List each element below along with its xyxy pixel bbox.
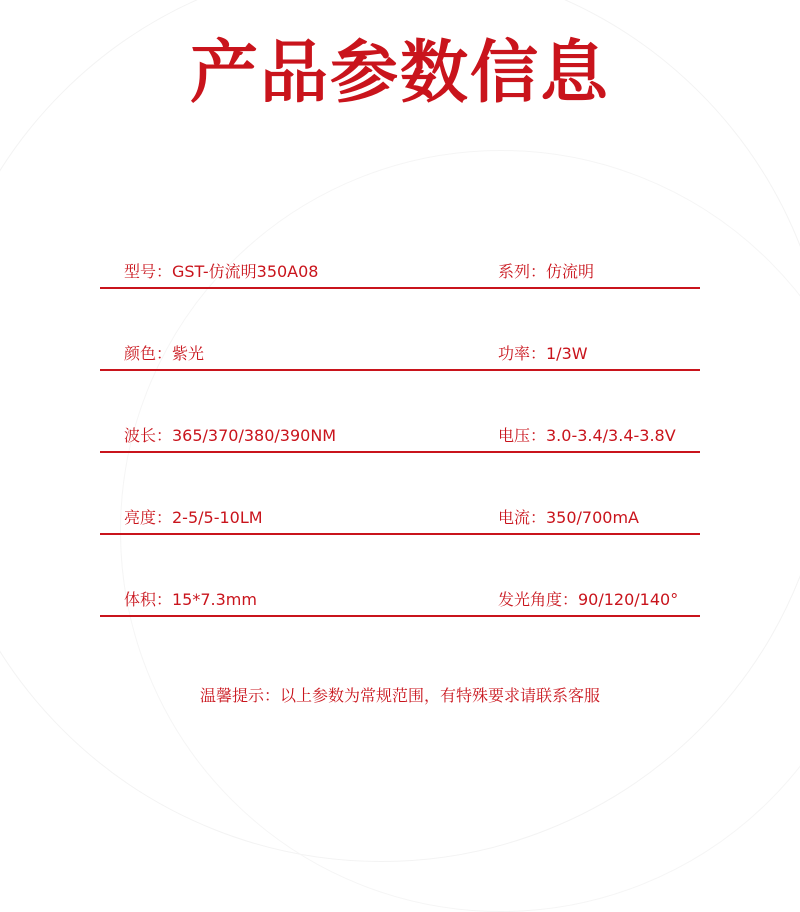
spec-row <box>100 240 700 322</box>
divider <box>100 369 700 371</box>
page-title: 产品参数信息 <box>189 34 610 113</box>
footer-note: 温馨提示：以上参数为常规范围，有特殊要求请联系客服 <box>199 686 600 705</box>
spec-row <box>100 486 700 568</box>
divider <box>100 615 700 617</box>
spec-brightness: 亮度：2-5/5-10LM <box>124 508 263 527</box>
spec-table <box>100 240 700 650</box>
spec-row <box>100 322 700 404</box>
spec-row <box>100 404 700 486</box>
spec-power: 功率：1/3W <box>498 344 588 363</box>
spec-beam-angle: 发光角度：90/120/140° <box>498 590 679 609</box>
spec-row <box>100 568 700 650</box>
divider <box>100 451 700 453</box>
spec-wavelength: 波长：365/370/380/390NM <box>124 426 337 445</box>
spec-model: 型号：GST-仿流明350A08 <box>124 262 319 281</box>
divider <box>100 533 700 535</box>
spec-size: 体积：15*7.3mm <box>124 590 257 609</box>
spec-voltage: 电压：3.0-3.4/3.4-3.8V <box>498 426 676 445</box>
spec-current: 电流：350/700mA <box>498 508 640 527</box>
spec-series: 系列：仿流明 <box>498 262 595 281</box>
divider <box>100 287 700 289</box>
spec-color: 颜色：紫光 <box>124 344 205 363</box>
